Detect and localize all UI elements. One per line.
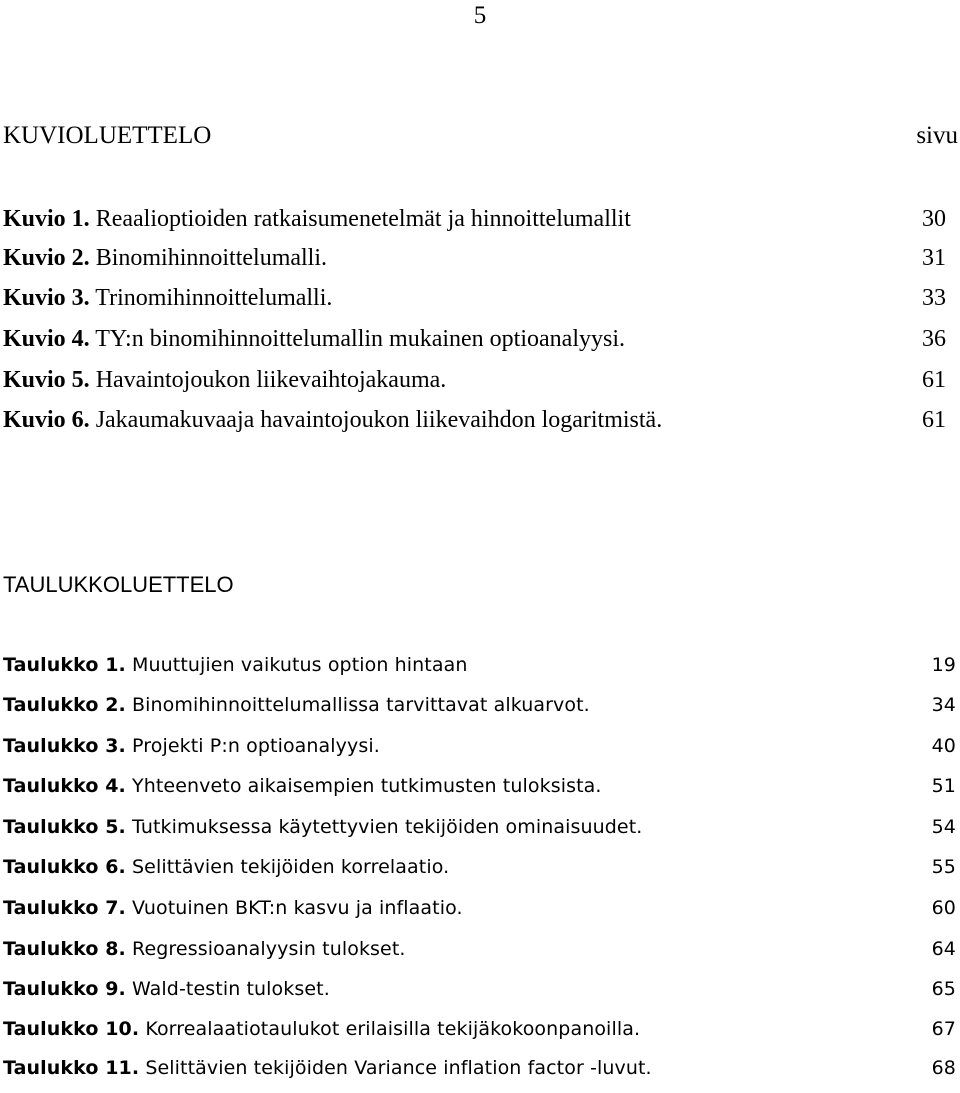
table-entry	[3, 893, 956, 933]
table-description: Yhteenveto aikaisempien tutkimusten tuloksista.	[132, 775, 602, 797]
table-description: Muuttujien vaikutus option hintaan	[132, 654, 468, 676]
figure-label: Kuvio 4.	[3, 326, 90, 352]
table-label: Taulukko 7.	[3, 897, 126, 919]
table-label: Taulukko 4.	[3, 775, 126, 797]
figure-page: 31	[922, 245, 946, 271]
table-page: 34	[931, 694, 956, 716]
figure-page: 61	[922, 407, 946, 433]
table-entry	[3, 812, 956, 852]
table-label: Taulukko 11.	[3, 1057, 140, 1079]
table-description: Selittävien tekijöiden korrelaatio.	[132, 856, 450, 878]
table-page: 68	[931, 1057, 956, 1079]
figure-entry	[3, 324, 956, 364]
page-column-heading: sivu	[916, 122, 958, 149]
table-label: Taulukko 8.	[3, 938, 126, 960]
table-page: 67	[931, 1018, 956, 1040]
table-entry	[3, 974, 956, 1014]
table-label: Taulukko 5.	[3, 816, 126, 838]
figure-description: Jakaumakuvaaja havaintojoukon liikevaihdon logaritmistä.	[95, 407, 663, 433]
table-description: Selittävien tekijöiden Variance inflation factor -luvut.	[145, 1057, 652, 1079]
table-entry	[3, 1014, 956, 1054]
figure-description: TY:n binomihinnoittelumallin mukainen optioanalyysi.	[95, 326, 625, 352]
figure-label: Kuvio 1.	[3, 206, 90, 232]
table-description: Regressioanalyysin tulokset.	[132, 938, 406, 960]
table-label: Taulukko 2.	[3, 694, 126, 716]
figure-label: Kuvio 2.	[3, 245, 90, 271]
table-description: Binomihinnoittelumallissa tarvittavat alkuarvot.	[132, 694, 590, 716]
table-description: Vuotuinen BKT:n kasvu ja inflaatio.	[132, 897, 463, 919]
table-entry	[3, 934, 956, 974]
figure-description: Reaalioptioiden ratkaisumenetelmät ja hinnoittelumallit	[95, 206, 631, 232]
figure-page: 33	[922, 285, 946, 311]
table-entry	[3, 690, 956, 730]
table-entry	[3, 650, 956, 690]
figure-description: Binomihinnoittelumalli.	[95, 245, 328, 271]
figure-description: Trinomihinnoittelumalli.	[95, 285, 333, 311]
table-description: Tutkimuksessa käytettyvien tekijöiden ominaisuudet.	[132, 816, 643, 838]
figure-entry	[3, 283, 956, 323]
table-description: Projekti P:n optioanalyysi.	[132, 735, 380, 757]
table-entry	[3, 771, 956, 811]
figures-heading: KUVIOLUETTELO	[3, 122, 212, 149]
figure-label: Kuvio 6.	[3, 407, 90, 433]
table-label: Taulukko 1.	[3, 654, 126, 676]
table-label: Taulukko 10.	[3, 1018, 140, 1040]
tables-heading: TAULUKKOLUETTELO	[3, 572, 234, 597]
table-page: 54	[931, 816, 956, 838]
table-page: 19	[931, 654, 956, 676]
figure-page: 36	[922, 326, 946, 352]
table-page: 65	[931, 978, 956, 1000]
table-page: 51	[931, 775, 956, 797]
figure-label: Kuvio 3.	[3, 285, 90, 311]
figure-label: Kuvio 5.	[3, 367, 90, 393]
figure-page: 61	[922, 367, 946, 393]
figure-entry	[3, 243, 956, 283]
table-description: Korrealaatiotaulukot erilaisilla tekijäkokoonpanoilla.	[145, 1018, 641, 1040]
table-page: 60	[931, 897, 956, 919]
page-number: 5	[473, 2, 487, 29]
table-label: Taulukko 9.	[3, 978, 126, 1000]
figures-heading-row	[3, 121, 958, 151]
table-page: 40	[931, 735, 956, 757]
table-entry	[3, 1053, 956, 1093]
table-entry	[3, 852, 956, 892]
table-description: Wald-testin tulokset.	[132, 978, 330, 1000]
table-page: 64	[931, 938, 956, 960]
table-page: 55	[931, 856, 956, 878]
table-entry	[3, 731, 956, 771]
figure-page: 30	[922, 206, 946, 232]
figure-entry	[3, 365, 956, 405]
figure-entry	[3, 405, 956, 445]
table-label: Taulukko 6.	[3, 856, 126, 878]
figure-entry	[3, 204, 956, 244]
table-label: Taulukko 3.	[3, 735, 126, 757]
figure-description: Havaintojoukon liikevaihtojakauma.	[95, 367, 447, 393]
